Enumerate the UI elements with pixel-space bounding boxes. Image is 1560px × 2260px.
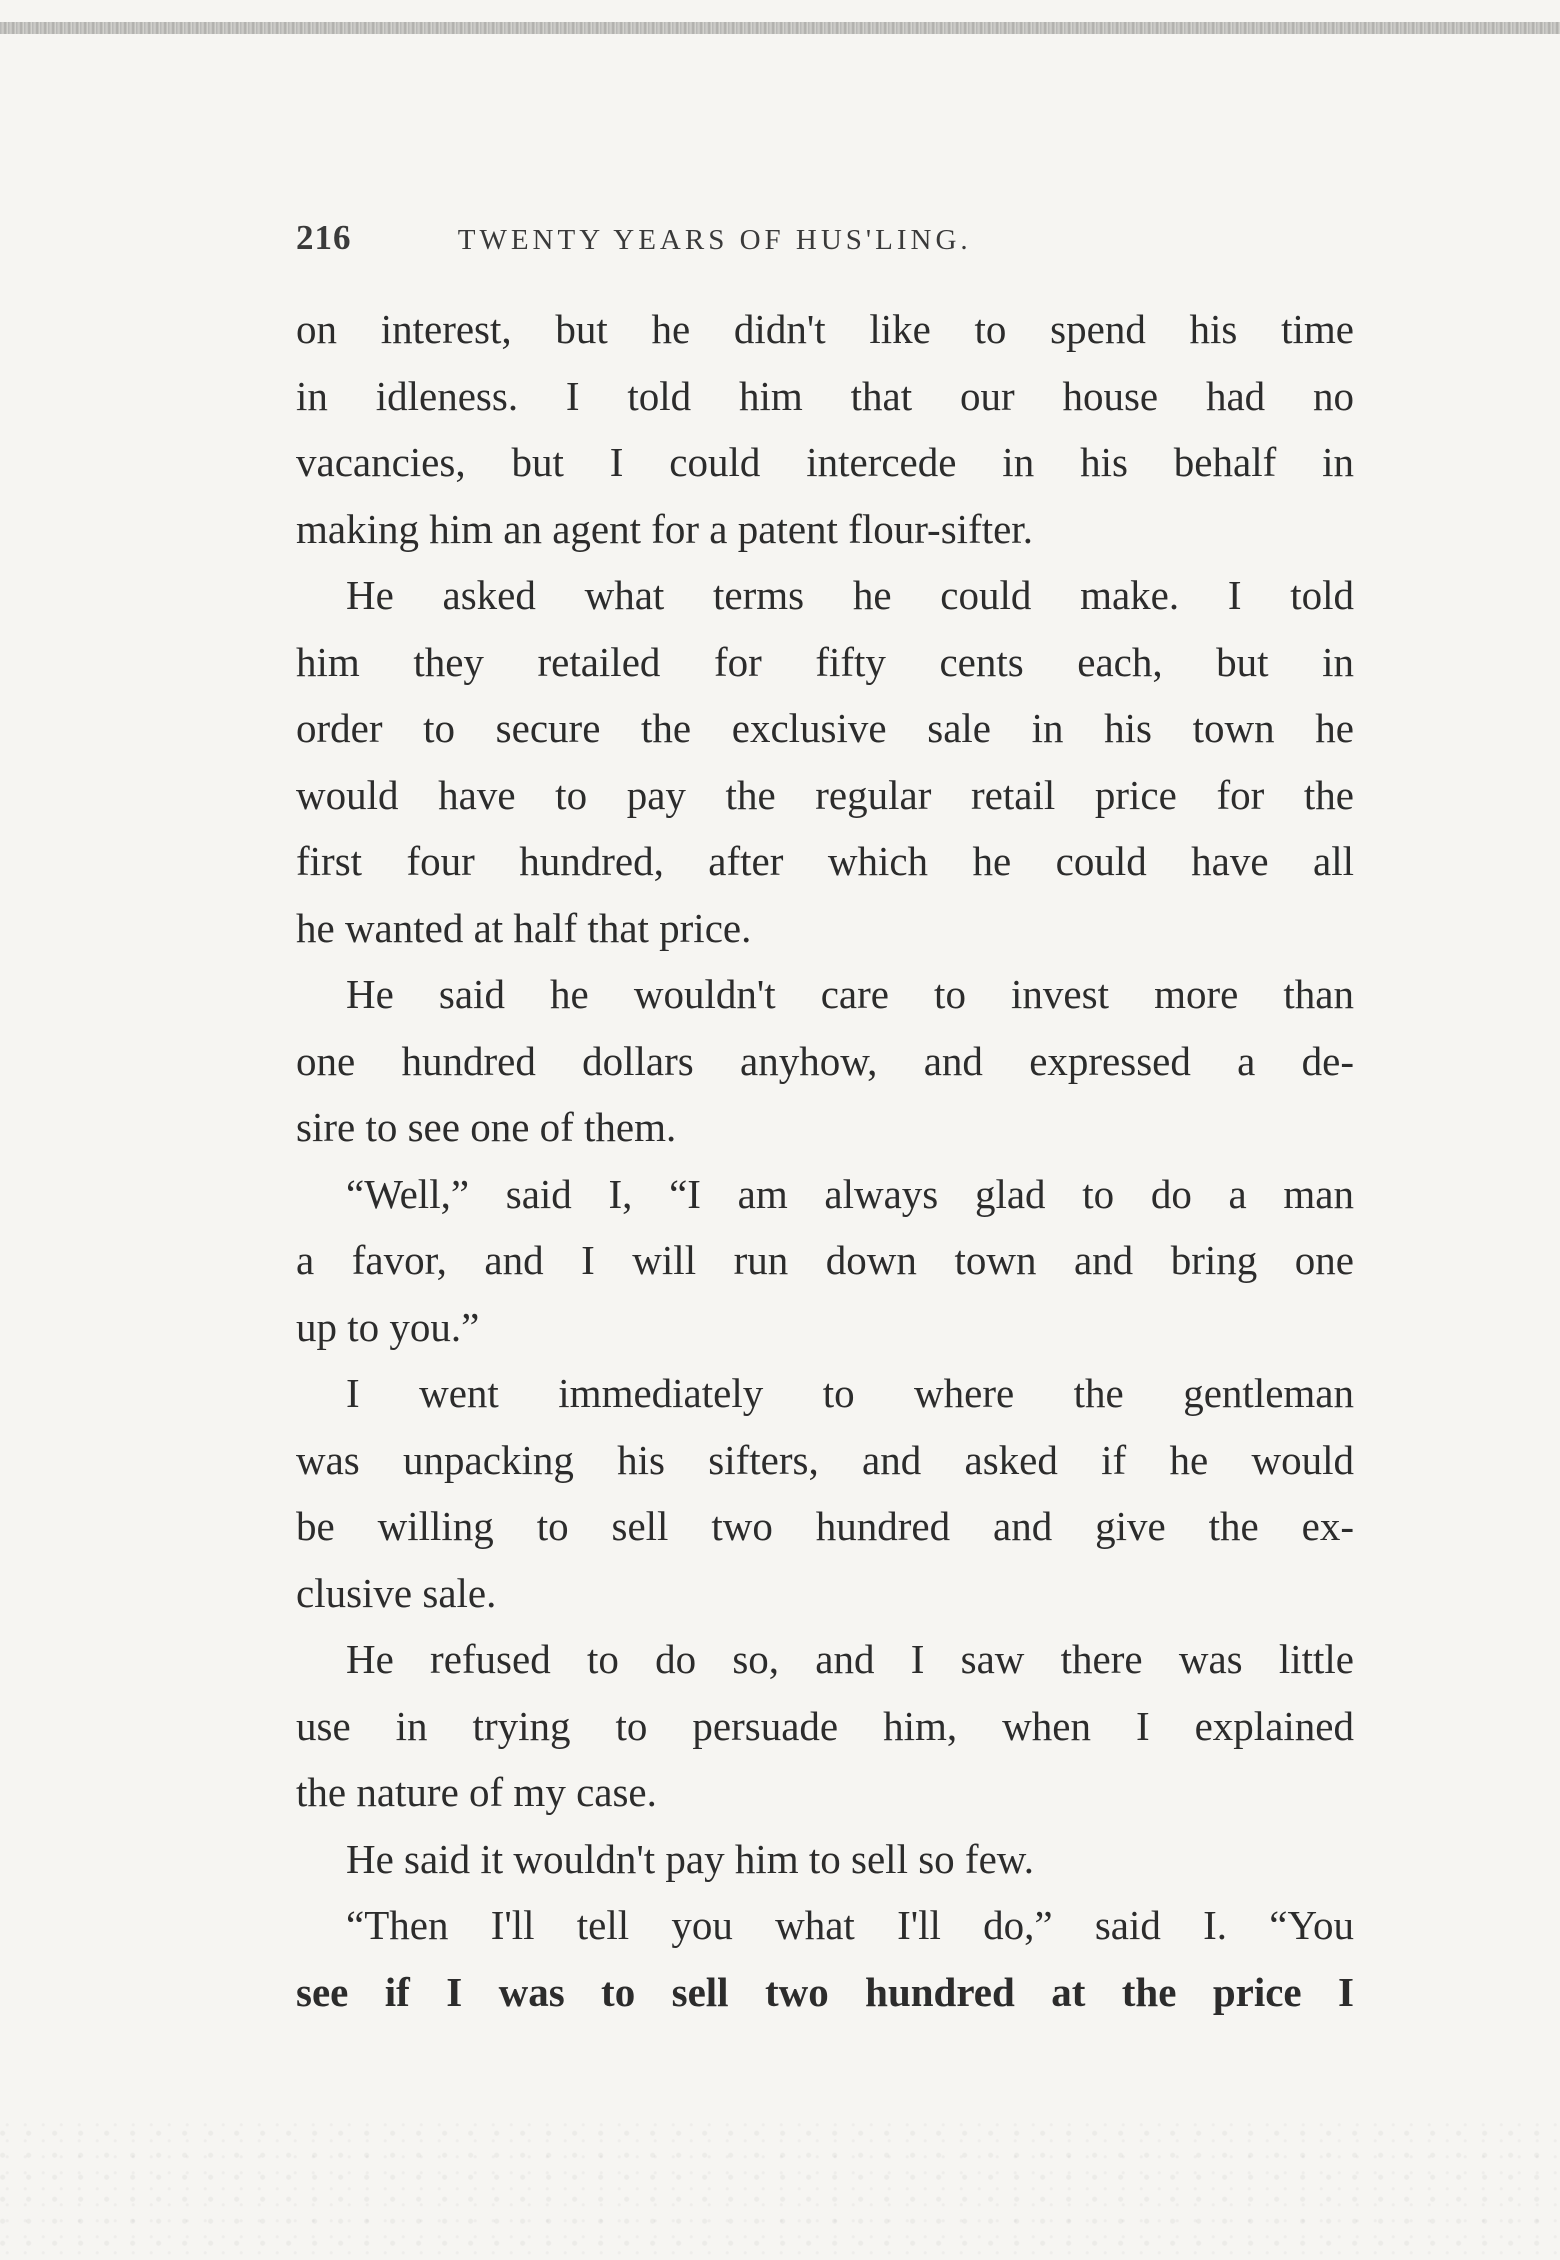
text-line: making him an agent for a patent flour-sifter. [296,505,1033,552]
text-line: he wanted at half that price. [296,904,752,951]
text-line: one hundred dollars anyhow, and expressed a de- [296,1037,1354,1084]
running-title: TWENTY YEARS OF HUS'LING. [457,224,972,256]
running-head [296,218,1356,278]
text-line: vacancies, but I could intercede in his behalf in [296,439,1354,485]
text-line: the nature of my case. [296,1769,657,1815]
text-line: clusive sale. [296,1569,497,1616]
text-line: I went immediately to where the gentleman [346,1370,1354,1416]
text-line: He asked what terms he could make. I told [346,572,1354,618]
text-line: was unpacking his sifters, and asked if he would [296,1436,1354,1483]
text-line: He said he wouldn't care to invest more than [346,971,1354,1017]
text-line: “Then I'll tell you what I'll do,” said I. “You [346,1902,1354,1948]
text-line: order to secure the exclusive sale in his town he [296,705,1354,751]
text-line: He said it wouldn't pay him to sell so few. [346,1835,1034,1882]
text-line: He refused to do so, and I saw there was little [346,1636,1354,1682]
text-line: “Well,” said I, “I am always glad to do a man [346,1170,1354,1217]
text-line: in idleness. I told him that our house had no [296,372,1354,419]
text-line: him they retailed for fifty cents each, but in [296,638,1354,685]
page-bottom-texture [0,2120,1560,2260]
text-line: be willing to sell two hundred and give the ex- [296,1503,1354,1549]
text-line: on interest, but he didn't like to spend his time [296,306,1354,352]
text-line: see if I was to sell two hundred at the price I [296,1968,1354,2015]
page-number: 216 [296,218,352,257]
text-line: first four hundred, after which he could have all [296,838,1354,884]
page-top-edge [0,22,1560,34]
text-line: would have to pay the regular retail price for the [296,771,1354,818]
text-line: use in trying to persuade him, when I explained [296,1702,1354,1749]
text-line: sire to see one of them. [296,1104,677,1150]
text-line: a favor, and I will run down town and bring one [296,1237,1354,1283]
text-line: up to you.” [296,1303,480,1350]
body-text [296,296,1354,2025]
